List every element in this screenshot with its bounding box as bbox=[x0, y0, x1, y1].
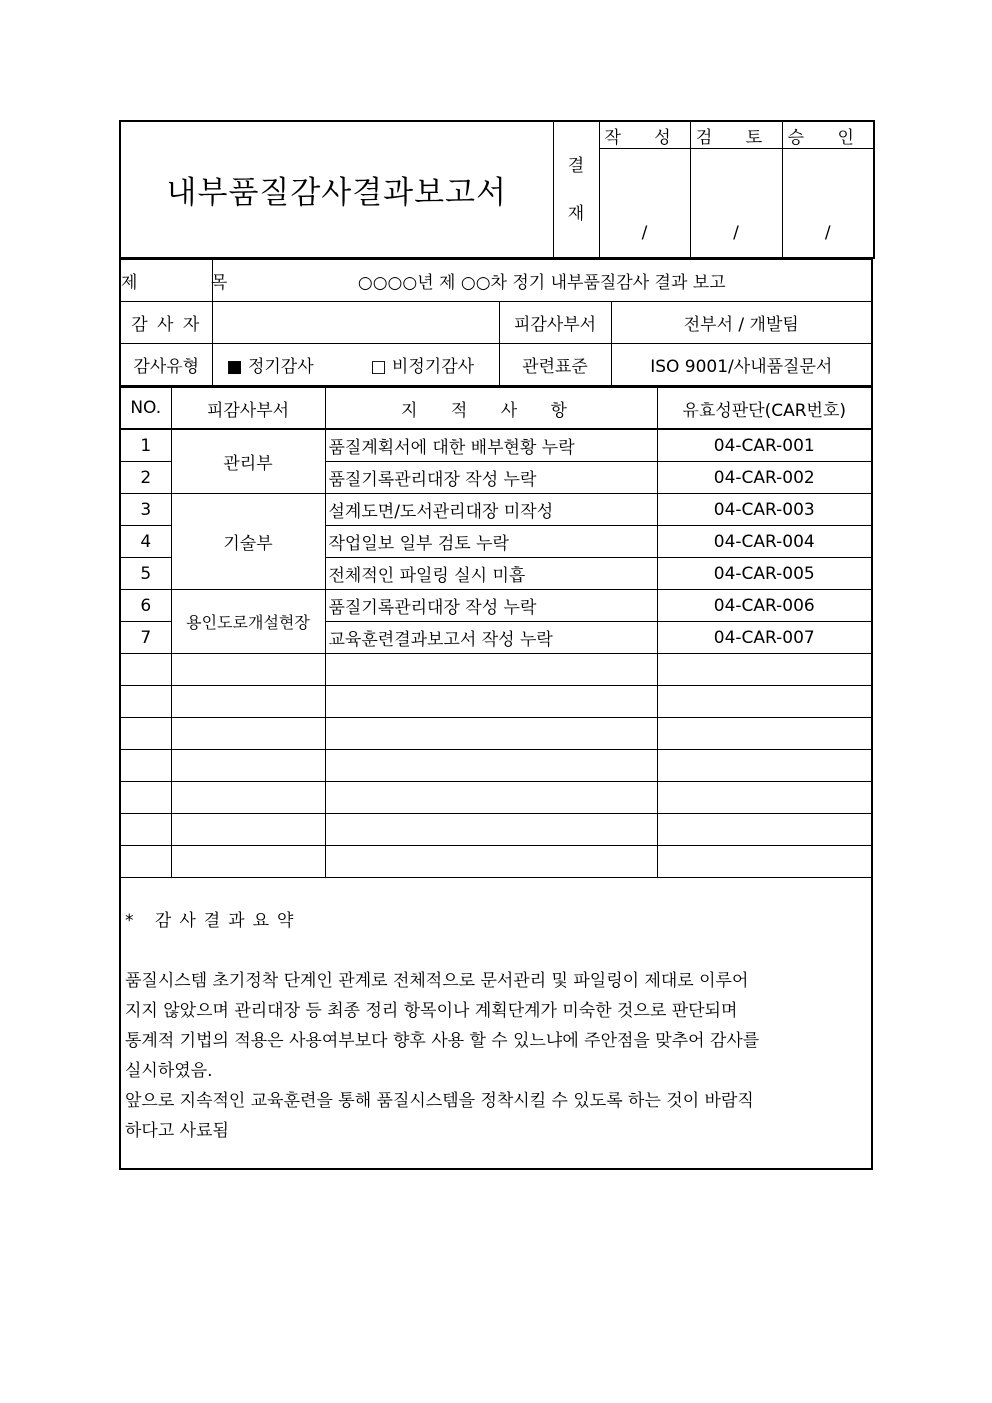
col-header-no: NO. bbox=[120, 387, 171, 429]
row-no: 3 bbox=[120, 494, 171, 526]
empty-cell[interactable] bbox=[325, 718, 657, 750]
empty-cell[interactable] bbox=[657, 686, 872, 718]
row-finding[interactable]: 설계도면/도서관리대장 미작성 bbox=[325, 494, 657, 526]
empty-row bbox=[120, 718, 872, 750]
empty-cell[interactable] bbox=[120, 686, 171, 718]
irregular-audit-checkbox[interactable]: □ 비정기감사 bbox=[370, 357, 475, 377]
empty-row bbox=[120, 782, 872, 814]
row-car[interactable]: 04-CAR-006 bbox=[657, 590, 872, 622]
table-row bbox=[120, 429, 872, 462]
auditee-label: 피감사부서 bbox=[499, 302, 611, 344]
row-no: 4 bbox=[120, 526, 171, 558]
empty-cell[interactable] bbox=[120, 718, 171, 750]
document-title: 내부품질감사결과보고서 bbox=[120, 121, 553, 258]
empty-cell[interactable] bbox=[657, 782, 872, 814]
standard-label: 관련표준 bbox=[499, 344, 611, 386]
empty-cell[interactable] bbox=[120, 814, 171, 846]
approval-label-1: 결 bbox=[567, 155, 585, 176]
col-header-finding: 지 적 사 항 bbox=[325, 387, 657, 429]
audit-type-options bbox=[212, 344, 499, 386]
row-finding[interactable]: 품질기록관리대장 작성 누락 bbox=[325, 462, 657, 494]
summary-box[interactable] bbox=[119, 878, 873, 1170]
auditor-value[interactable] bbox=[212, 302, 499, 344]
empty-cell[interactable] bbox=[657, 814, 872, 846]
empty-row bbox=[120, 654, 872, 686]
approval-slot-reviewer[interactable]: / bbox=[690, 149, 782, 259]
empty-cell[interactable] bbox=[171, 654, 325, 686]
audit-type-label: 감사유형 bbox=[120, 344, 212, 386]
row-no: 1 bbox=[120, 429, 171, 462]
empty-cell[interactable] bbox=[657, 750, 872, 782]
empty-row bbox=[120, 846, 872, 878]
col-header-dept: 피감사부서 bbox=[171, 387, 325, 429]
table-row bbox=[120, 494, 872, 526]
empty-cell[interactable] bbox=[120, 750, 171, 782]
approval-slot-writer[interactable]: / bbox=[599, 149, 690, 259]
subject-value[interactable]: ○○○○년 제 ○○차 정기 내부품질감사 결과 보고 bbox=[212, 260, 872, 302]
row-car[interactable]: 04-CAR-002 bbox=[657, 462, 872, 494]
empty-cell[interactable] bbox=[171, 750, 325, 782]
approval-col-reviewer: 검 토 bbox=[690, 121, 782, 149]
empty-cell[interactable] bbox=[171, 782, 325, 814]
row-no: 5 bbox=[120, 558, 171, 590]
empty-cell[interactable] bbox=[657, 846, 872, 878]
header-table bbox=[119, 120, 875, 259]
row-car[interactable]: 04-CAR-003 bbox=[657, 494, 872, 526]
col-header-car: 유효성판단(CAR번호) bbox=[657, 387, 872, 429]
row-car[interactable]: 04-CAR-005 bbox=[657, 558, 872, 590]
row-no: 6 bbox=[120, 590, 171, 622]
summary-title: * 감사결과요약 bbox=[125, 911, 302, 931]
empty-cell[interactable] bbox=[325, 750, 657, 782]
empty-cell[interactable] bbox=[120, 782, 171, 814]
empty-cell[interactable] bbox=[171, 846, 325, 878]
empty-cell[interactable] bbox=[325, 782, 657, 814]
empty-cell[interactable] bbox=[171, 686, 325, 718]
approval-slot-approver[interactable]: / bbox=[782, 149, 874, 259]
regular-audit-checkbox[interactable]: ■ 정기감사 bbox=[226, 357, 314, 377]
empty-row bbox=[120, 814, 872, 846]
row-no: 2 bbox=[120, 462, 171, 494]
approval-label bbox=[553, 121, 599, 258]
audit-report-form bbox=[119, 120, 873, 1170]
approval-label-2: 재 bbox=[567, 203, 585, 224]
findings-table bbox=[119, 386, 873, 878]
row-finding[interactable]: 작업일보 일부 검토 누락 bbox=[325, 526, 657, 558]
row-finding[interactable]: 전체적인 파일링 실시 미흡 bbox=[325, 558, 657, 590]
empty-row bbox=[120, 686, 872, 718]
approval-col-writer: 작 성 bbox=[599, 121, 690, 149]
info-table bbox=[119, 259, 873, 386]
subject-label: 제 목 bbox=[120, 260, 212, 302]
table-row bbox=[120, 590, 872, 622]
row-no: 7 bbox=[120, 622, 171, 654]
row-finding[interactable]: 품질계획서에 대한 배부현황 누락 bbox=[325, 429, 657, 462]
row-car[interactable]: 04-CAR-007 bbox=[657, 622, 872, 654]
empty-cell[interactable] bbox=[120, 846, 171, 878]
approval-col-approver: 승 인 bbox=[782, 121, 874, 149]
row-dept: 관리부 bbox=[171, 429, 325, 494]
empty-cell[interactable] bbox=[171, 814, 325, 846]
summary-body[interactable]: 품질시스템 초기정착 단계인 관계로 전체적으로 문서관리 및 파일링이 제대로 이루어 지지 않았으며 관리대장 등 최종 정리 항목이나 계획단계가 미숙한 것으로 판단되며 통계적 기법의 적용은 사용여부보다 향후 사용 할 수 있느냐에 주안점을 맞추어 감사를 실시하였음. 앞으로 지속적인 교육훈련을 통해 품질시스템을 정착시킬 수 있도록 하는 것이 바람직 하다고 사료됨 bbox=[125, 971, 760, 1141]
row-car[interactable]: 04-CAR-004 bbox=[657, 526, 872, 558]
row-dept: 용인도로개설현장 bbox=[171, 590, 325, 654]
auditor-label: 감 사 자 bbox=[120, 302, 212, 344]
empty-cell[interactable] bbox=[325, 814, 657, 846]
empty-cell[interactable] bbox=[120, 654, 171, 686]
row-car[interactable]: 04-CAR-001 bbox=[657, 429, 872, 462]
row-finding[interactable]: 교육훈련결과보고서 작성 누락 bbox=[325, 622, 657, 654]
row-dept: 기술부 bbox=[171, 494, 325, 590]
empty-cell[interactable] bbox=[325, 654, 657, 686]
empty-cell[interactable] bbox=[325, 686, 657, 718]
empty-row bbox=[120, 750, 872, 782]
empty-cell[interactable] bbox=[325, 846, 657, 878]
empty-cell[interactable] bbox=[657, 718, 872, 750]
auditee-value[interactable]: 전부서 / 개발팀 bbox=[611, 302, 872, 344]
empty-cell[interactable] bbox=[171, 718, 325, 750]
empty-cell[interactable] bbox=[657, 654, 872, 686]
standard-value[interactable]: ISO 9001/사내품질문서 bbox=[611, 344, 872, 386]
row-finding[interactable]: 품질기록관리대장 작성 누락 bbox=[325, 590, 657, 622]
